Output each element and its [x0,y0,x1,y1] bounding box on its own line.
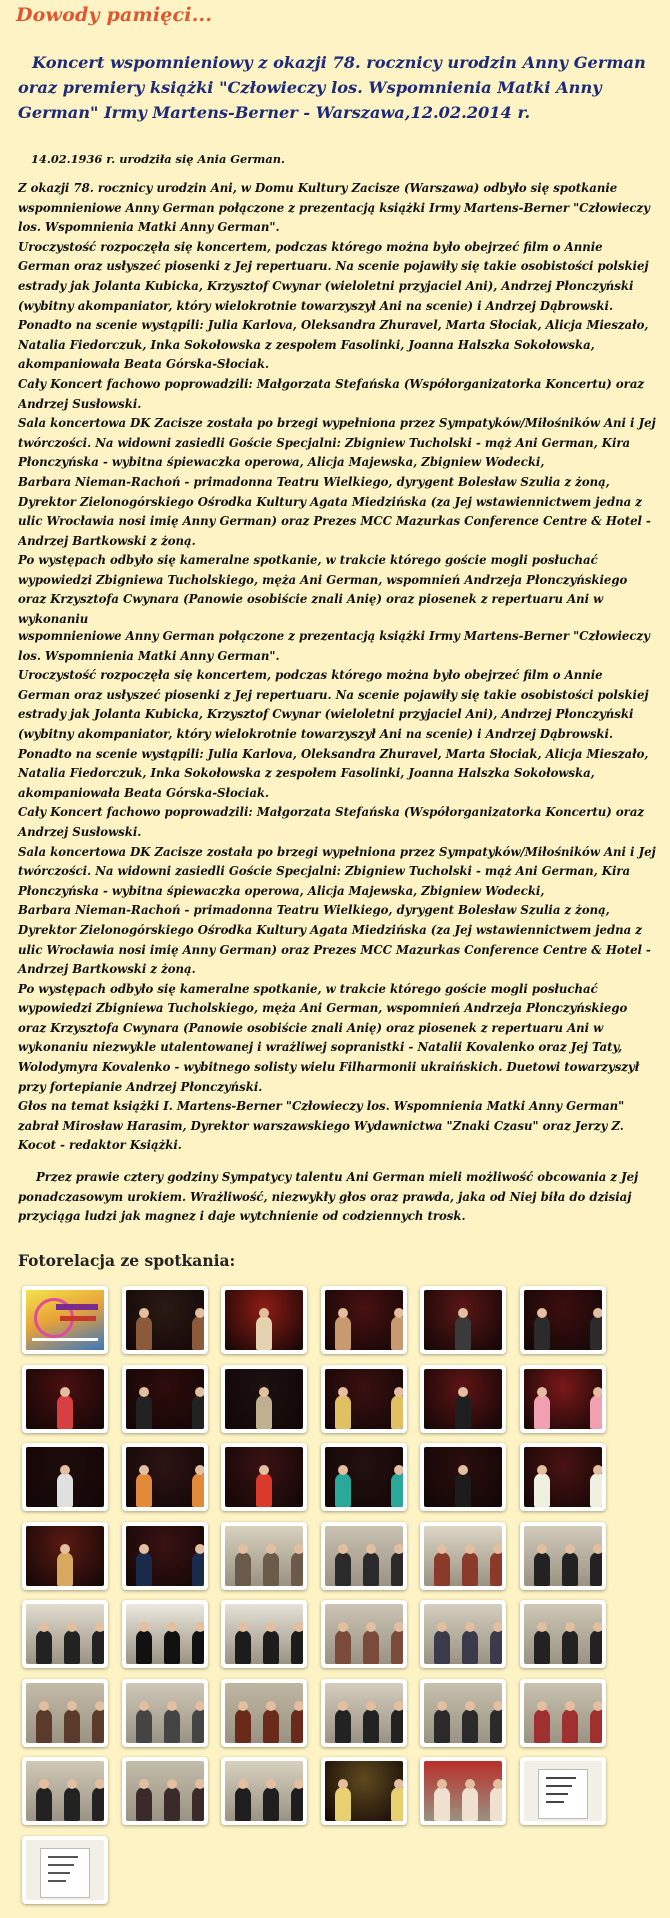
gallery-thumbnail[interactable] [122,1600,208,1668]
gallery-thumbnail[interactable] [221,1679,307,1747]
gallery-thumbnail[interactable] [420,1679,506,1747]
event-photo [325,1761,403,1821]
gallery-thumbnail[interactable] [22,1679,108,1747]
gallery-thumbnail[interactable] [122,1757,208,1825]
event-photo [225,1526,303,1586]
event-photo [424,1761,502,1821]
event-photo [524,1447,602,1507]
gallery-thumbnail[interactable] [221,1757,307,1825]
gallery-thumbnail[interactable] [420,1443,506,1511]
gallery-thumbnail[interactable] [221,1522,307,1590]
event-photo [126,1683,204,1743]
book-photo [524,1761,602,1821]
gallery-thumbnail[interactable] [321,1600,407,1668]
event-photo [424,1369,502,1429]
event-photo [225,1369,303,1429]
gallery-thumbnail[interactable] [321,1522,407,1590]
article-headline: Koncert wspomnieniowy z okazji 78. rocznicy urodzin Anny German oraz premiery książki "Człowieczy los. Wspomnienia Matki Anny German" Irmy Martens-Berner - Warszawa,12.02.2014 r. [18,53,646,122]
event-photo [424,1447,502,1507]
gallery-thumbnail[interactable] [520,1443,606,1511]
event-photo [26,1526,104,1586]
gallery-thumbnail[interactable] [420,1757,506,1825]
gallery-thumbnail[interactable] [22,1365,108,1433]
event-photo [225,1683,303,1743]
gallery-thumbnail[interactable] [321,1365,407,1433]
event-photo [325,1604,403,1664]
gallery-thumbnail[interactable] [420,1365,506,1433]
gallery-thumbnail[interactable] [321,1757,407,1825]
event-photo [325,1526,403,1586]
gallery-heading: Fotorelacja ze spotkania: [18,1251,236,1270]
event-photo [126,1604,204,1664]
article-paragraph-1: Z okazji 78. rocznicy urodzin Ani, w Domu Kultury Zacisze (Warszawa) odbyło się spotkanie wspomnieniowe Anny German połączone z prezentacją książki Irmy Martens-Berner "Człowieczy los. Wspomnienia Matki Anny German". Uroczystość rozpoczęła się koncertem, podczas którego można było obejrzeć film o Annie German oraz usłyszeć piosenki z Jej repertuaru. Na scenie pojawiły się takie osobistości polskiej estrady jak Jolanta Kubicka, Krzysztof Cwynar (wieloletni przyjaciel Ani), Andrzej Płonczyński (wybitny akompaniator, który wielokrotnie towarzyszył Ani na scenie) i Andrzej Dąbrowski. Ponadto na scenie wystąpili: Julia Karlova, Oleksandra Zhuravel, Marta Słociak, Alicja Mieszało, Natalia Fiedorczuk, Inka Sokołowska z zespołem Fasolinki, Joanna Halszka Sokołowska, akompaniowała Beata Górska-Słociak. Cały Koncert fachowo poprowadzili: Małgorzata Stefańska (Współorganizatorka Koncertu) oraz Andrzej Susłowski. Sala koncertowa DK Zacisze została po brzegi wypełniona przez Sympatyków/Miłośników Ani i Jej twórczości. Na widowni zasiedli Goście Specjalni: Zbigniew Tucholski - mąż Ani German, Kira Płonczyńska - wybitna śpiewaczka operowa, Alicja Majewska, Zbigniew Wodecki, Barbara Nieman-Rachoń - primadonna Teatru Wielkiego, dyrygent Bolesław Szulia z żoną, Dyrektor Zielonogórskiego Ośrodka Kultury Agata Miedzińska (za Jej wstawiennictwem jedna z ulic Wrocławia nosi imię Anny German) oraz Prezes MCC Mazurkas Conference Centre & Hotel - Andrzej Bartkowski z żoną. Po występach odbyło się kameralne spotkanie, w trakcie którego goście mogli posłuchać wypowiedzi Zbigniewa Tucholskiego, męża Ani German, wspomnień Andrzeja Płonczyńskiego oraz Krzysztofa Cwynara (Panowie osobiście znali Anię) oraz piosenek z repertuaru Ani w wykonaniu [18,181,656,627]
event-photo [225,1604,303,1664]
event-photo [424,1604,502,1664]
event-photo [126,1761,204,1821]
event-photo [225,1761,303,1821]
event-photo [325,1290,403,1350]
event-photo [26,1604,104,1664]
event-photo [524,1526,602,1586]
gallery-thumbnail[interactable] [520,1522,606,1590]
event-photo [126,1290,204,1350]
event-photo [225,1290,303,1350]
gallery-thumbnail[interactable] [122,1522,208,1590]
event-photo [524,1683,602,1743]
event-photo [524,1290,602,1350]
gallery-thumbnail[interactable] [321,1443,407,1511]
article-paragraph-2: wspomnieniowe Anny German połączone z prezentacją książki Irmy Martens-Berner "Człowieczy los. Wspomnienia Matki Anny German". Uroczystość rozpoczęła się koncertem, podczas którego można było obejrzeć film o Annie German oraz usłyszeć piosenki z Jej repertuaru. Na scenie pojawiły się takie osobistości polskiej estrady jak Jolanta Kubicka, Krzysztof Cwynar (wieloletni przyjaciel Ani), Andrzej Płonczyński (wybitny akompaniator, który wielokrotnie towarzyszył Ani na scenie) i Andrzej Dąbrowski. Ponadto na scenie wystąpili: Julia Karlova, Oleksandra Zhuravel, Marta Słociak, Alicja Mieszało, Natalia Fiedorczuk, Inka Sokołowska z zespołem Fasolinki, Joanna Halszka Sokołowska, akompaniowała Beata Górska-Słociak. Cały Koncert fachowo poprowadzili: Małgorzata Stefańska (Współorganizatorka Koncertu) oraz Andrzej Susłowski. Sala koncertowa DK Zacisze została po brzegi wypełniona przez Sympatyków/Miłośników Ani i Jej twórczości. Na widowni zasiedli Goście Specjalni: Zbigniew Tucholski - mąż Ani German, Kira Płonczyńska - wybitna śpiewaczka operowa, Alicja Majewska, Zbigniew Wodecki, Barbara Nieman-Rachoń - primadonna Teatru Wielkiego, dyrygent Bolesław Szulia z żoną, Dyrektor Zielonogórskiego Ośrodka Kultury Agata Miedzińska (za Jej wstawiennictwem jedna z ulic Wrocławia nosi imię Anny German) oraz Prezes MCC Mazurkas Conference Centre & Hotel - Andrzej Bartkowski z żoną. Po występach odbyło się kameralne spotkanie, w trakcie którego goście mogli posłuchać wypowiedzi Zbigniewa Tucholskiego, męża Ani German, wspomnień Andrzeja Płonczyńskiego oraz Krzysztofa Cwynara (Panowie osobiście znali Anię) oraz piosenek z repertuaru Ani w wykonaniu niezwykle utalentowanej i wrażliwej sopranistki - Natalii Kovalenko oraz Jej Taty, Wolodymyra Kovalenko - wybitnego solisty wielu Filharmonii ukraińskich. Duetowi towarzyszył przy fortepianie Andrzej Płonczyński. Głos na temat książki I. Martens-Berner "Człowieczy los. Wspomnienia Matki Anny German" zabrał Mirosław Harasim, Dyrektor warszawskiego Wydawnictwa "Znaki Czasu" oraz Jerzy Z. Kocot - redaktor Książki. [18,629,656,1153]
gallery-thumbnail[interactable] [22,1522,108,1590]
event-photo [126,1447,204,1507]
event-photo [424,1290,502,1350]
article-dateline: 14.02.1936 r. urodziła się Ania German. [31,152,285,166]
gallery-thumbnail[interactable] [221,1600,307,1668]
event-photo [524,1369,602,1429]
gallery-thumbnail[interactable] [221,1443,307,1511]
gallery-thumbnail[interactable] [520,1365,606,1433]
event-photo [424,1683,502,1743]
gallery-thumbnail[interactable] [420,1286,506,1354]
event-photo [26,1683,104,1743]
gallery-thumbnail[interactable] [122,1365,208,1433]
event-photo [126,1369,204,1429]
gallery-thumbnail[interactable] [122,1443,208,1511]
event-photo [26,1447,104,1507]
site-title[interactable]: Dowody pamięci... [16,4,213,26]
gallery-thumbnail[interactable] [221,1365,307,1433]
gallery-thumbnail[interactable] [122,1679,208,1747]
event-photo [325,1683,403,1743]
poster-image [26,1290,104,1350]
gallery-thumbnail[interactable] [420,1522,506,1590]
event-photo [325,1447,403,1507]
gallery-thumbnail[interactable] [22,1757,108,1825]
event-photo [225,1447,303,1507]
gallery-thumbnail[interactable] [321,1286,407,1354]
gallery-thumbnail[interactable] [420,1600,506,1668]
gallery-thumbnail[interactable] [122,1286,208,1354]
gallery-thumbnail[interactable] [520,1679,606,1747]
event-photo [424,1526,502,1586]
gallery-thumbnail[interactable] [221,1286,307,1354]
gallery-thumbnail[interactable] [22,1286,108,1354]
event-photo [26,1761,104,1821]
gallery-thumbnail[interactable] [321,1679,407,1747]
event-photo [524,1604,602,1664]
event-photo [126,1526,204,1586]
gallery-thumbnail[interactable] [520,1286,606,1354]
gallery-thumbnail[interactable] [22,1443,108,1511]
gallery-thumbnail[interactable] [22,1836,108,1904]
event-photo [26,1369,104,1429]
book-photo [26,1840,104,1900]
gallery-thumbnail[interactable] [520,1600,606,1668]
article-closing: Przez prawie cztery godziny Sympatycy talentu Ani German mieli możliwość obcowania z Jej ponadczasowym urokiem. Wrażliwość, niezwykły głos oraz prawda, jaka od Niej biła do dzisiaj przyciąga ludzi jak magnez i daje wytchnienie od codziennych trosk. [18,1170,639,1224]
event-photo [325,1369,403,1429]
gallery-thumbnail[interactable] [22,1600,108,1668]
gallery-thumbnail[interactable] [520,1757,606,1825]
